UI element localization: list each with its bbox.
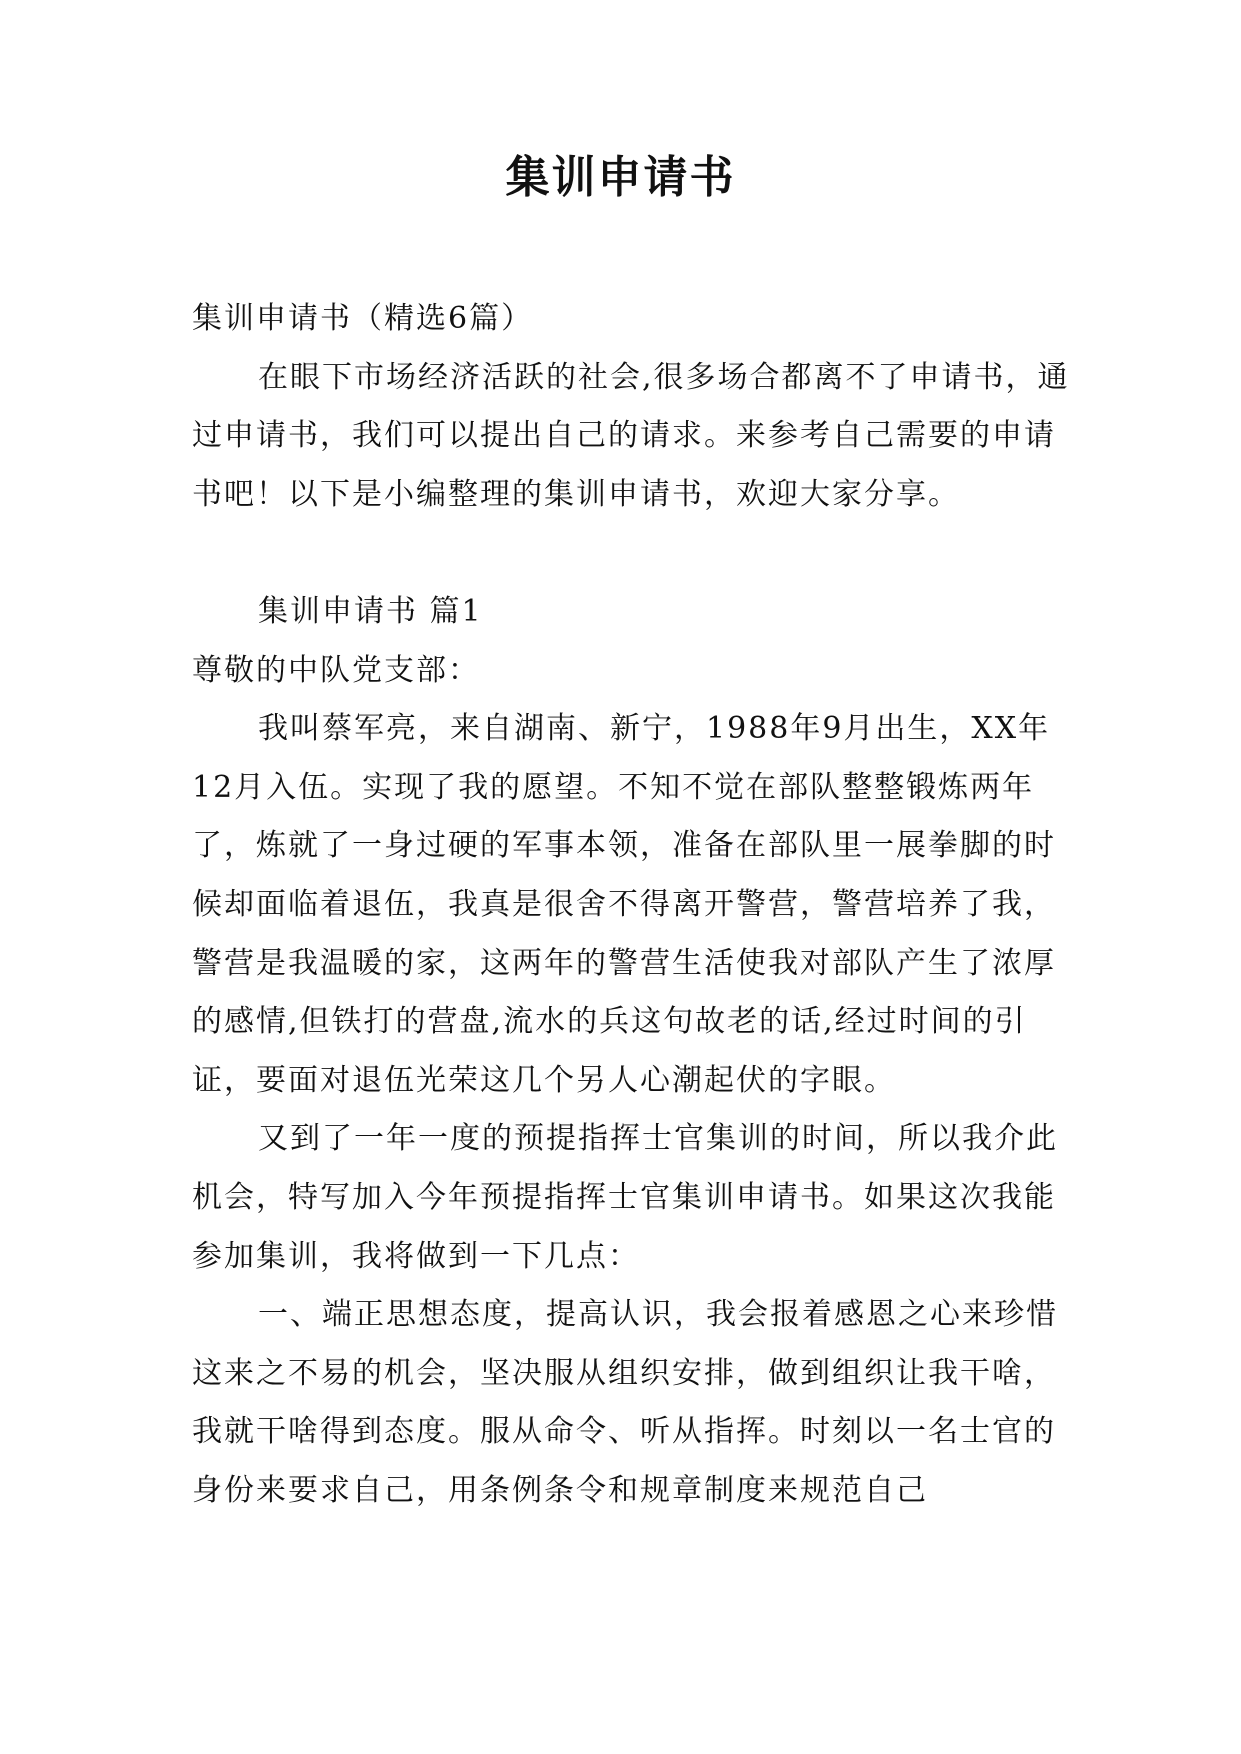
salutation: 尊敬的中队党支部：: [192, 652, 480, 688]
paragraph-spacer: [192, 524, 1072, 583]
body-paragraph: 又到了一年一度的预提指挥士官集训的时间，所以我介此机会，特写加入今年预提指挥士官集训申请书。如果这次我能参加集训，我将做到一下几点：: [192, 1121, 1058, 1274]
intro-paragraph: 在眼下市场经济活跃的社会,很多场合都离不了申请书，通过申请书，我们可以提出自己的请求。来参考自己需要的申请书吧！以下是小编整理的集训申请书，欢迎大家分享。: [192, 359, 1070, 512]
section-heading: 集训申请书 篇1: [258, 593, 483, 629]
body-paragraph: 一、端正思想态度，提高认识，我会报着感恩之心来珍惜这来之不易的机会，坚决服从组织安排，做到组织让我干啥，我就干啥得到态度。服从命令、听从指挥。时刻以一名士官的身份来要求自己，用条例条令和规章制度来规范自己: [192, 1297, 1058, 1508]
document-body: [192, 290, 1072, 1520]
body-paragraph: 我叫蔡军亮，来自湖南、新宁，1988年9月出生，XX年12月入伍。实现了我的愿望。不知不觉在部队整整锻炼两年了，炼就了一身过硬的军事本领，准备在部队里一展拳脚的时候却面临着退伍，我真是很舍不得离开警营，警营培养了我，警营是我温暖的家，这两年的警营生活使我对部队产生了浓厚的感情,但铁打的营盘,流水的兵这句故老的话,经过时间的引证，要面对退伍光荣这几个另人心潮起伏的字眼。: [192, 711, 1056, 1098]
subtitle-paragraph: 集训申请书（精选6篇）: [192, 301, 534, 336]
document-title: 集训申请书: [505, 152, 736, 203]
